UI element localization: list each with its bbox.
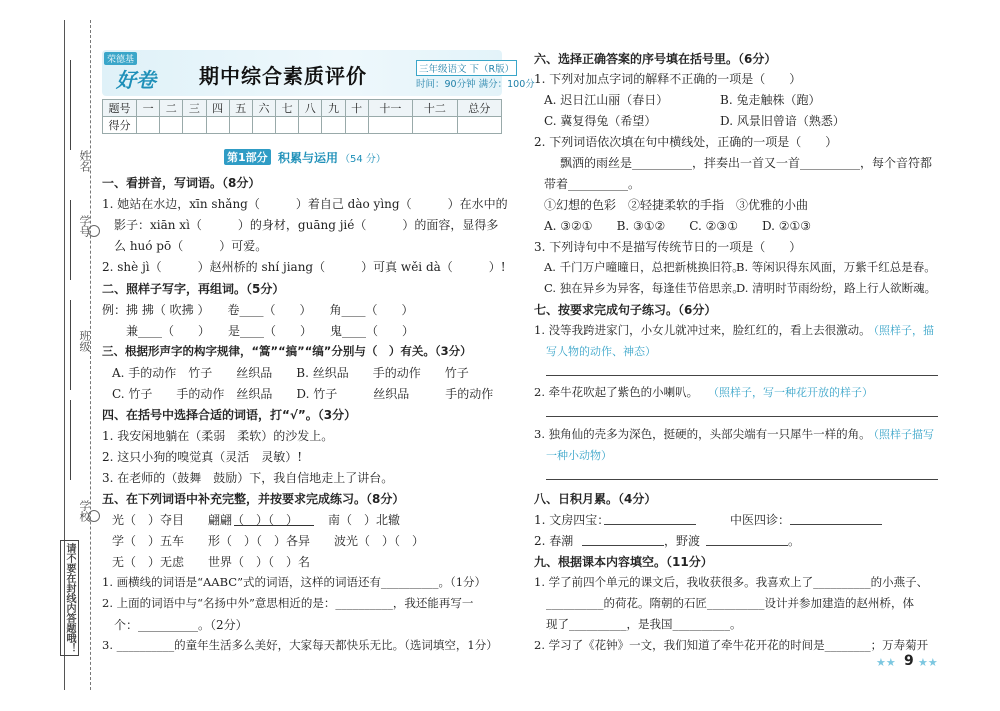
question-line: 3. __________的童年生活多么美好，大家每天都快乐无比。（选词填空，1分） [102, 638, 498, 652]
question-line: 现了__________，是我国__________。 [546, 617, 742, 631]
margin-class-label: 班级 [78, 330, 91, 352]
option-line: D. 清明时节雨纷纷，路上行人欲断魂。 [736, 281, 937, 295]
question-line: 例：拂 拂（ 吹拂 ） 卷____（ ） 角____（ ） [102, 303, 414, 317]
score-table-header-row [103, 100, 502, 117]
question-line: __________的荷花。隋朝的石匠__________设计并参加建造的赵州桥，体 [546, 596, 914, 610]
answer-line[interactable] [582, 545, 664, 546]
section-heading: 六、选择正确答案的序号填在括号里。（6分） [534, 52, 777, 66]
score-cell: 一 [137, 100, 160, 117]
question-line: 1. 我安闲地躺在（柔弱 柔软）的沙发上。 [102, 429, 334, 443]
question-line: 2. 上面的词语中与“名扬中外”意思相近的是：__________，我还能再写一 [102, 596, 474, 610]
score-input-cell[interactable] [345, 117, 368, 134]
score-cell: 十一 [368, 100, 412, 117]
option-line: A. ③②① B. ③①② C. ②③① D. ②①③ [544, 219, 812, 233]
option-line: C. 冀复得兔（希望） [544, 114, 657, 128]
margin-school-label: 学校 [78, 500, 91, 522]
score-table [102, 99, 502, 134]
answer-line[interactable] [546, 479, 938, 480]
question-line: 飘洒的雨丝是__________，拌奏出一首又一首__________，每个音符都 [560, 156, 933, 170]
option-line: A. 手的动作 竹子 丝织品 B. 丝织品 手的动作 竹子 [112, 366, 469, 380]
question-line: ，野渡 [664, 534, 701, 548]
score-cell: 六 [252, 100, 275, 117]
question-line: 中医四诊： [730, 513, 791, 527]
score-cell: 九 [322, 100, 345, 117]
answer-line[interactable] [604, 524, 696, 525]
brand-logo: 好卷 [116, 68, 156, 92]
question-line: 2. 这只小狗的嗅觉真（灵活 灵敏）! [102, 450, 303, 464]
question-line: 2. 下列词语依次填在句中横线处，正确的一项是（ ） [534, 135, 838, 149]
question-line: 2. 牵牛花吹起了紫色的小喇叭。 [534, 385, 699, 399]
time-score-label: 时间：90分钟 满分：100分 [416, 79, 535, 90]
score-cell: 五 [229, 100, 252, 117]
hint-text: （照样子，描 [868, 324, 934, 337]
answer-line[interactable] [706, 545, 788, 546]
question-line: 个：__________。（2分） [114, 618, 248, 632]
option-line: ①幻想的色彩 ②轻捷柔软的手指 ③优雅的小曲 [544, 198, 809, 212]
question-line: 2. 春潮 [534, 534, 574, 548]
seal-circle [88, 225, 100, 237]
page-number: 9 [904, 653, 914, 669]
hint-text: 一种小动物） [546, 449, 612, 462]
part-title: 积累与运用 [278, 151, 339, 165]
section-heading: 五、在下列词语中补充完整，并按要求完成练习。（8分） [102, 492, 405, 506]
question-line: 3. 下列诗句中不是描写传统节日的一项是（ ） [534, 240, 802, 254]
grade-label: 三年级语文 下（R版） [416, 60, 517, 76]
margin-warning: 请不要在封线内答题哦！ [60, 540, 79, 656]
question-line: 1. 下列对加点字词的解释不正确的一项是（ ） [534, 72, 802, 86]
score-cell: 三 [183, 100, 206, 117]
question-line: 。 [788, 534, 801, 548]
margin-name-label: 姓名 [78, 150, 91, 172]
question-line: 1. 学了前四个单元的课文后，我收获很多。我喜欢上了__________的小燕子、 [534, 575, 929, 589]
option-line: A. 迟日江山丽（春日） [544, 93, 669, 107]
section-heading: 四、在括号中选择合适的词语，打“√”。（3分） [102, 408, 357, 422]
score-cell: 十 [345, 100, 368, 117]
answer-line[interactable] [790, 524, 882, 525]
word-line: 无（ ）无虑 世界（ ）（ ）名 [112, 555, 311, 569]
question-line: 带着__________。 [544, 177, 641, 191]
answer-line[interactable] [546, 416, 938, 417]
answer-line[interactable] [546, 375, 938, 376]
option-line: A. 千门万户曈曈日，总把新桃换旧符。 [544, 260, 744, 274]
score-cell: 八 [299, 100, 322, 117]
name-line [70, 60, 71, 150]
score-cell: 题号 [103, 100, 137, 117]
score-input-cell[interactable] [276, 117, 299, 134]
question-line: 3. 在老师的（鼓舞 鼓励）下，我自信地走上了讲台。 [102, 471, 394, 485]
option-line: C. 独在异乡为异客，每逢佳节倍思亲。 [544, 281, 744, 295]
score-cell: 得分 [103, 117, 137, 134]
score-input-cell[interactable] [322, 117, 345, 134]
option-line: C. 竹子 手的动作 丝织品 D. 竹子 丝织品 手的动作 [112, 387, 494, 401]
word-line: 光（ ）夺目 翩翩（ ）（ ） 南（ ）北辙 [112, 513, 401, 527]
page-title: 期中综合素质评价 [199, 64, 367, 88]
score-input-cell[interactable] [160, 117, 183, 134]
section-heading: 九、根据课本内容填空。（11分） [534, 555, 713, 569]
option-line: D. 风景旧曾谙（熟悉） [720, 114, 845, 128]
score-cell: 四 [206, 100, 229, 117]
question-line: 2. shè jì（ ）赵州桥的 shí jiang（ ）可真 wěi dà（ ）! [102, 260, 506, 274]
question-line: 1. 画横线的词语是“AABC”式的词语，这样的词语还有__________。（1分） [102, 575, 487, 589]
section-heading: 二、照样子写字，再组词。（5分） [102, 282, 285, 296]
question-line: 1. 没等我跨进家门，小女儿就冲过来，脸红红的，看上去很激动。 [534, 323, 871, 337]
id-line [70, 200, 71, 280]
score-cell: 总分 [457, 100, 501, 117]
score-input-cell[interactable] [183, 117, 206, 134]
section-heading: 七、按要求完成句子练习。（6分） [534, 303, 717, 317]
section-heading: 一、看拼音，写词语。（8分） [102, 176, 261, 190]
score-input-cell[interactable] [413, 117, 457, 134]
section-heading: 三、根据形声字的构字规律，“篙”“搞”“缟”分别与（ ）有关。（3分） [102, 344, 472, 358]
underline-mark [234, 525, 314, 526]
option-line: B. 等闲识得东风面，万紫千红总是春。 [736, 260, 936, 274]
score-input-cell[interactable] [368, 117, 412, 134]
score-input-cell[interactable] [206, 117, 229, 134]
score-cell: 十二 [413, 100, 457, 117]
hint-text: （照样子描写 [868, 428, 934, 441]
score-input-cell[interactable] [229, 117, 252, 134]
class-line [70, 300, 71, 390]
star-decoration-icon: ★★ [918, 656, 938, 669]
hint-text: （照样子，写一种花开放的样子） [708, 386, 873, 399]
hint-text: 写人物的动作、神态） [546, 345, 656, 358]
question-line: 么 huó pō（ ）可爱。 [114, 239, 268, 253]
score-input-cell[interactable] [252, 117, 275, 134]
question-line: 3. 独角仙的壳多为深色，挺硬的，头部尖端有一只犀牛一样的角。 [534, 427, 871, 441]
score-table-score-row [103, 117, 502, 134]
margin-id-label: 学号 [78, 215, 91, 237]
part-badge: 第1部分 [224, 149, 271, 165]
cut-line [90, 20, 91, 690]
score-input-cell[interactable] [299, 117, 322, 134]
seal-circle [88, 510, 100, 522]
brand-tag: 荣德基 [104, 52, 137, 65]
question-line: 2. 学习了《花钟》一文，我们知道了牵牛花开花的时间是________；万寿菊开 [534, 638, 929, 652]
score-input-cell[interactable] [137, 117, 160, 134]
question-line: 1. 文房四宝： [534, 513, 610, 527]
question-line: 影子：xiān xì（ ）的身材，guāng jié（ ）的面容，显得多 [114, 218, 499, 232]
star-decoration-icon: ★★ [876, 656, 896, 669]
score-cell: 二 [160, 100, 183, 117]
section-heading: 八、日积月累。（4分） [534, 492, 657, 506]
score-cell: 七 [276, 100, 299, 117]
score-input-cell[interactable] [457, 117, 501, 134]
part-score: （54 分） [340, 154, 386, 165]
question-line: 1. 她站在水边，xīn shǎng（ ）着自己 dào yìng（ ）在水中的 [102, 197, 508, 211]
school-line [70, 400, 71, 480]
question-line: 兼____（ ） 是____（ ） 鬼____（ ） [102, 324, 415, 338]
option-line: B. 兔走触株（跑） [720, 93, 821, 107]
word-line: 学（ ）五车 形（ ）（ ）各异 波光（ ）（ ） [112, 534, 425, 548]
